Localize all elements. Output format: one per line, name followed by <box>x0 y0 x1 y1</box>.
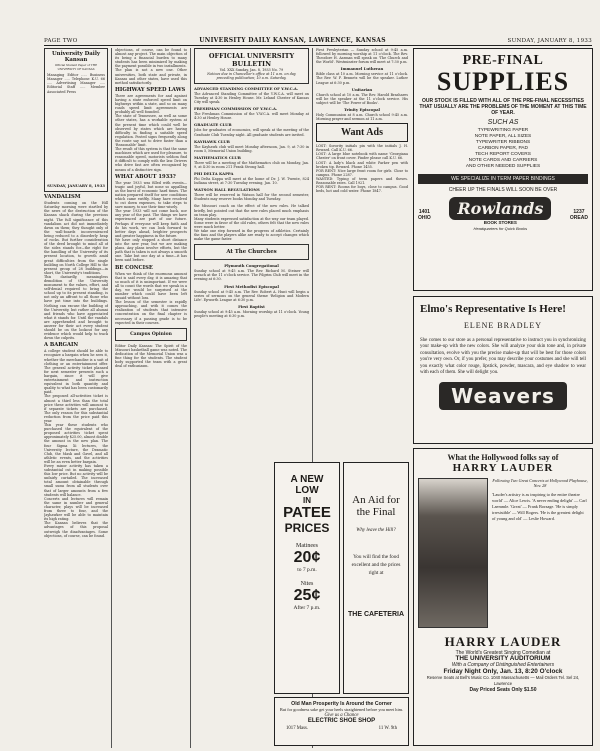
supply-item: NOTE CARDS AND CARRIERS <box>468 157 538 163</box>
patee-nites-time: After 7 p.m. <box>293 605 321 611</box>
editorial-paragraph: When we think of the enormous amount that is said every day, it is amazing that so much of it is unimportant. If we were all to count the words that we speak in a day, we would be surprised at the number which could have been left unsaid without loss. <box>115 271 187 301</box>
editorial-heading-bargain: A BARGAIN <box>44 342 79 349</box>
ad-weavers-headline: Elmo's Representative Is Here! <box>420 303 566 315</box>
editorial-paragraph: Concerts and lectures will remain the same in number and general character, plays will be increased from three to four, and the Jayhawker will be able to maintain its high rating. <box>44 496 108 522</box>
ad-lauder-sub: Following Two Great Concerts at Hollywood Playhouse, Nov. 28 <box>492 478 588 488</box>
editorial-paragraph: We have only stopped a short distance into the new year, but we are making plans. Any plans involve efforts, but the path that is taken is not always a smooth one. Take but one day at a time—it has been said before. <box>115 237 187 263</box>
editorial-paragraph: The result of this system is that the same machines which are used for pleasure, to reasonable speed, motorists seldom find it difficult to comply with the law. Drivers who drive fast are often recognized by means of a distinctive sign. <box>115 147 187 172</box>
store-address-left <box>418 209 431 221</box>
ad-lauder-body <box>418 478 588 628</box>
editorial-paragraph: This dastardly, meaningless demolition of the University monument to the values, effort, and self-denial required to bring the school up to its present standing, is not only an affront to all those who have put time into the buildings. Nothing can excuse the building of the University, but rather all alumni and friends who have appreciated what it stands for. Until the vandals are apprehended and brought to answer for their act every student should be on the lookout for any evidence which would help to track down the culprits. <box>44 274 108 341</box>
address-number: 1237 <box>573 208 585 215</box>
ad-harry-lauder <box>413 448 593 746</box>
editorial-paragraph: The state of Tennessee, as well as some other states, has a workable system at the present time which could well be observed by states which are having difficulty in finding a suitable speed regulation. Posted signs frequently along the route say not to drive faster than a 'Reasonable' limit. <box>115 114 187 147</box>
bulletin-title: OFFICIAL UNIVERSITY BULLETIN <box>208 52 295 68</box>
patee-line1: A NEW LOW <box>290 474 324 496</box>
bulletin-volume: Vol. XXX Sunday, Jan. 8, 1933 No. 79 <box>219 68 284 72</box>
nameplate: University Daily Kansan <box>51 51 101 63</box>
ad-lauder-headline: What the Hollywood folks say of <box>447 453 559 462</box>
column-rule <box>111 48 112 748</box>
cafeteria-name: THE CAFETERIA <box>348 611 404 618</box>
ad-lauder-quotes: 'Lauder's artistry is as inspiring to the entire theatre world' — Alice Lewis. 'A never ending delight' — Carl Laemmle. 'Great' — Frank Borzage. 'He is simply irresistible' — Will Rogers. 'He is the greatest delight of young and old' — Leslie Howard. <box>492 492 587 521</box>
notice-text: Jobs for graduates of economics, will speak at the meeting of the Graduate Club Tuesday night. All graduate students are invited. <box>194 128 309 137</box>
want-ads-column <box>316 48 408 506</box>
ad-supplies-footer <box>418 197 588 232</box>
letter-paragraph: Editor Daily Kansan: The Spirit of the Missouri basketball game was noted. The dedication of the Memorial Union was a fine thing for the students. The student body supported the team with a great deal of enthusiasm. <box>115 343 187 369</box>
ad-lauder-price: Day Priced Seats Only $1.50 <box>469 687 537 694</box>
church-heading: First Methodist Episcopal <box>224 283 279 289</box>
supply-item: TYPEWRITING PAPER <box>477 127 529 133</box>
church-text: First Presbyterian — Sunday school at 9:45 a.m. followed by morning worship at 11 o'clock. The Rev. Theodore H. Aszman will speak on 'The Church and the World'. Westminster forum will meet at 7:30 p.m. <box>316 48 408 65</box>
paper-title: UNIVERSITY DAILY KANSAN, LAWRENCE, KANSAS <box>199 37 386 44</box>
notice-heading: KAYHAWK CLUB <box>194 138 230 144</box>
ad-electric-shoe-shop <box>274 697 409 746</box>
ad-lauder-date: Friday Night Only, Jan. 13, 8:20 O'clock <box>443 667 563 675</box>
staff-listing: Managing Editor ..... Business Manager ..... Telephone K.U. 66 ..... Advertising Manager ..... Editorial Staff ..... Member Associated Press <box>47 73 105 94</box>
supply-item: TYPEWRITER RIBBONS <box>475 139 531 145</box>
editorial-column-2 <box>115 48 187 748</box>
column-rule <box>190 48 191 748</box>
notice-heading: FRESHMAN COMMISSION OF Y.W.C.A. <box>194 106 278 112</box>
patee-matinees-label: Matinees <box>296 543 318 549</box>
church-text: Sunday school at 9:45 a.m. The Rev. Richard M. Steiner will preach at the 11 o'clock service. The Pilgrim Club will meet in the evening at 6:30. <box>194 269 309 282</box>
patee-line3: PATEE <box>283 504 331 521</box>
editorial-paragraph: Students coming on the Hill Saturday morning were startled by the news of the destruction of the Kansan shack during the previous night. The full significance of this vandalism act did not immediately dawn on them; they thought only of the wall-boards inconvenienced being reduced to a disorderly heap of rocks. But further consideration of the deed brought to mind all of the sides stands for—the right for the handling of the University of its present location, to growth amid great difficulties from the single building on North College Hill to the present group of 28 buildings—in short, the University's traditions. <box>44 201 108 275</box>
staff-date: SUNDAY, JANUARY 8, 1933 <box>47 183 105 189</box>
supply-item: NOTE PAPER, ALL SIZES <box>474 133 532 139</box>
want-ad: LOST: A large blue notebook with name 'Georgiana Chester' on front cover. Finder please call K.U. 66. <box>316 152 408 161</box>
ad-lauder-name: HARRY LAUDER <box>452 462 554 474</box>
editorial-paragraph: objections, of course, can be found to almost any project. The main objection of its being a financial burden to many students has been minimized by making the payment possible in two installments. <box>115 48 187 69</box>
supply-item: TECH REPORT COVERS <box>475 151 531 157</box>
want-ad: FOR RENT: Nice large front room for girls. Close to campus. Phone 2287. <box>316 168 408 177</box>
address-street: OREAD <box>569 214 588 221</box>
electric-sub: But for goodness sake get your heels straightened before you meet him. <box>279 707 404 712</box>
address-number: 1401 <box>418 208 430 215</box>
editorial-heading-highway: HIGHWAY SPEED LAWS <box>115 86 186 93</box>
notice-text: The Freshman Commission of the Y.W.C.A. will meet Monday at 4:30 at Henley House. <box>194 112 309 121</box>
notice-text: Phi Delta Kappa will meet at the home of Dr. J. W. Twente, 824 Indiana street, at 7:30 Tuesday evening, Jan. 10. <box>194 177 309 186</box>
staff-box <box>44 48 108 192</box>
patee-matinees-price: 20¢ <box>293 549 321 566</box>
church-heading: First Baptist <box>238 303 265 309</box>
page-number: PAGE TWO <box>44 37 78 44</box>
cafeteria-body: You will find the food excellent and the prices right at <box>351 554 401 576</box>
want-ad: FOR RENT: Rooms for boys, close to campus. Good beds, hot and cold water. Phone 1847. <box>316 185 408 194</box>
ad-weavers-name: ELENE BRADLEY <box>463 321 543 330</box>
electric-headline: Old Man Prosperity Is Around the Corner <box>291 701 392 707</box>
cafeteria-line2: the Final <box>356 506 396 518</box>
supply-item: CARBON PAPER, PAD <box>478 145 528 151</box>
masthead <box>44 36 592 46</box>
ad-lauder-tickets: Reserve Seats at Bell's Music Co. 1040 Massachusetts — Mail Orders Tel. Sel 24, Lawrence <box>426 674 580 687</box>
editorial-paragraph: The year 1933 was filled with events—tragic and joyful, but none so appalling as the burst of economic hard times. The nation prepared itself for new conditions which came swiftly. Many have resolved to cut down expenses, to take steps to save money, to use their time wisely. <box>115 180 187 210</box>
church-text: Sunday school at 9:45 a.m. Morning worship at 11 o'clock. Young people's meeting at 6:30 p.m. <box>194 309 309 318</box>
church-text: Church school at 10 a.m. The Rev. Harold Brashares will be the speaker at the 11 o'clock service. His subject will be 'The Power of Books'. <box>316 92 408 105</box>
church-heading: Immanuel Lutheran <box>340 66 384 72</box>
want-ad: WANTED: Typing of term papers and theses. Reasonable rates. Call 1921. <box>316 176 408 185</box>
electric-addresses <box>278 726 405 731</box>
want-ad: LOST: Sorority initials pin with the initials J. H. Reward. Call K.U. 66. <box>316 144 408 153</box>
electric-line: Give us a Chance <box>324 713 359 718</box>
ad-cafeteria <box>343 462 409 694</box>
weavers-logo-text: Weavers <box>439 382 567 410</box>
supply-item: AND OTHER NEEDED SUPPLIES <box>465 163 541 169</box>
notice-text: There will be a meeting of the Mathematics club on Monday, Jan. 9, at 4:30 in room 211 Frank Strong hall. <box>194 160 309 169</box>
editorial-paragraph: The Kansan believes that the advantages of this proposal outweigh the disadvantages. Some objections, of course, can be found. <box>44 521 108 538</box>
church-heading: Plymouth Congregational <box>224 263 279 269</box>
ad-supplies-title2: SUPPLIES <box>436 67 570 96</box>
church-text: Bible class at 10 a.m. Morning service at 11 o'clock. The Rev. W. F. Bennetz will be the speaker. Luther League at 6:30 p.m. <box>316 72 408 85</box>
notice-heading: PHI DELTA KAPPA <box>194 171 234 177</box>
editorial-paragraph: Every minor activity has taken a substantial cut in making possible this low price. But no activity will be unfairly curtailed. The increased total amount obtainable through small sums from all students over that of larger amounts from a few students will balance. <box>44 464 108 497</box>
editorial-paragraph: The year 1933 will not come back, nor any year of the past. The things we have experienced are part of our future. Perhaps if everyone will keep faith and do his work, we can look forward to better days ahead, brighter prospects and greater happiness in the future. <box>115 209 187 238</box>
cafeteria-line1: An Aid for <box>352 494 400 506</box>
ad-lauder-venue: THE UNIVERSITY AUDITORIUM <box>455 655 551 663</box>
editorial-paragraph: A college student should be able to recognize a bargain when he sees it, whether the merchandise is a suit of clothing or an entertainment offer. The general activity ticket planned for next semester presents such a bargain, since it will give entertainment and instruction equivalent in both quantity and quality to what has been customarily paid. <box>44 349 108 395</box>
address-street: OHIO <box>418 214 431 221</box>
electric-addr-right: 11 W. 9th <box>378 726 397 731</box>
cafeteria-sub: Why leave the Hill? <box>356 528 396 533</box>
notice-heading: GRADUATE CLUB <box>194 122 232 128</box>
news-paragraph: the Missouri coach on the effect of the new rules. He talked briefly, but pointed out that the new rules placed much emphasis on team play. <box>194 204 309 217</box>
editorial-column <box>44 48 108 748</box>
churches-header: At The Churches <box>194 244 309 260</box>
ad-patee-prices <box>274 462 340 694</box>
electric-name: ELECTRIC SHOE SHOP <box>307 718 376 724</box>
ad-lauder-name2: HARRY LAUDER <box>444 634 562 649</box>
bulletin-note: Notices due in Chancellor's office at 11 a.m. on day preceding publication; 10 a.m. Saturday. <box>207 72 296 80</box>
church-text: Sunday school at 9:45 a.m. The Rev. Robert A. Hunt will begin a series of sermons on the general theme 'Religion and Modern Life'. Epworth League at 6:30 p.m. <box>194 289 309 302</box>
notice-heading: MATHEMATICS CLUB <box>194 154 241 160</box>
editorial-paragraph: The plan is not a new one. Other universities, both state and private, in Kansas and other states, have used this method satisfactorily. <box>115 68 187 85</box>
editorial-heading-concise: BE CONCISE <box>115 264 153 271</box>
want-ads-header: Want Ads <box>316 123 408 142</box>
notice-heading: WATSON HALL REGULATIONS <box>194 187 260 193</box>
church-heading: Unitarian <box>351 86 373 92</box>
issue-date: SUNDAY, JANUARY 8, 1933 <box>507 37 592 44</box>
ad-lauder-company: With a Company of Distinguished Entertainers <box>451 662 555 669</box>
ad-rowlands-supplies <box>413 48 593 291</box>
nameplate-subtitle: Official Student Paper of THE UNIVERSITY OF KANSAS <box>54 63 98 72</box>
ad-supplies-title1: PRE-FINAL <box>462 53 544 68</box>
ad-lauder-line: The World's Greatest Singing Comedian at <box>455 650 551 656</box>
editorial-heading-vandalism: VANDALISM <box>44 194 81 201</box>
bulletin-header <box>194 48 309 84</box>
editorial-paragraph: The lesson of the semester is rapidly approaching, and with it comes the realization of students that intensive concentration on the final chapter is necessary if a passing grade is to be expected in their courses. <box>115 300 187 325</box>
notice-text: The Kayhawk club will meet Monday afternoon, Jan. 9, at 7:30 in room 5, Memorial Union building. <box>194 144 309 153</box>
ad-supplies-bar: WE SPECIALIZE IN TERM PAPER BINDINGS <box>418 174 588 184</box>
ad-supplies-such-as: SUCH AS <box>487 118 519 126</box>
rowlands-logo <box>449 197 551 232</box>
patee-nites-label: Nites <box>300 581 314 587</box>
editorial-heading-1933: WHAT ABOUT 1933? <box>115 173 176 180</box>
church-heading: Trinity Episcopal <box>343 106 380 112</box>
weavers-logo <box>420 382 586 410</box>
news-paragraph: Many students expressed satisfaction at the way our team played. Some were in favor of the old rules, others felt that the new rules were much better. <box>194 216 309 229</box>
editorial-paragraph: The proposed all-activities ticket is almost a third less than the total price these activities will amount to if separate tickets are purchased. The only reason for this substantial reduction from the price paid this year. <box>44 394 108 423</box>
editorial-paragraph: There are agreements for and against having a state enforced speed limit on highways within a state, and so on many roads speed limit agreements are probably all well founded. <box>115 93 187 115</box>
notice-heading: ADVANCED STANDING COMMITTEE OF Y.W.C.A. <box>194 86 299 91</box>
patee-line4: PRICES <box>284 521 330 535</box>
rowlands-logo-text: Rowlands <box>449 197 551 220</box>
patee-line2: IN <box>303 496 311 505</box>
ad-supplies-cheer: CHEER UP THE FINALS WILL SOON BE OVER <box>448 186 558 193</box>
harry-lauder-photo <box>418 478 488 628</box>
rowlands-logo-sub: BOOK STORES <box>483 220 517 226</box>
campus-opinion-header: Campus Opinion <box>115 328 187 341</box>
editorial-paragraph: This year these students who purchased the equivalent of the proposed activities ticket spent approximately $25.00, almost double the amount in the new plan. The four Sigma Xi lectures, the University lecture, the Dramatic Club, the Mask and Gavel, and all athletic events, and the activities will be an even better bargain. <box>44 423 108 464</box>
notice-text: There will be reserved in Watson hall for the second semester, Students may reserve books Monday and Tuesday. <box>194 193 309 202</box>
want-ad: LOST: A lady's black and white Parker pen with broken tip. Reward. Phone 1455. <box>316 160 408 169</box>
ad-weavers <box>413 296 593 444</box>
electric-addr-left: 1017 Mass. <box>286 726 309 731</box>
ad-weavers-body: She comes to our store as a personal representative to instruct you in synchronizing your make-up with the new colors. She will analyze your skin tone and, in private consultation, evolve with you the precise make-up that will be best for those colors you're very own. Or, if you prefer, you may describe your costumes and she will tell you exactly what color rouge, lipstick, powder, mascara, and eye shadow to wear with each of them. She will delight you. <box>420 338 586 376</box>
patee-nites-price: 25¢ <box>293 587 321 604</box>
ad-supplies-body: OUR STOCK IS FILLED WITH ALL OF THE PRE-FINAL NECESSITIES THAT USUALLY ARE THE PROBLEMS OF THE MOMENT AT THIS TIME OF YEAR. <box>419 98 587 117</box>
rowlands-logo-tag: Headquarters for Quick Books <box>473 226 528 232</box>
notice-text: The Advanced Standing Committee of the Y.W.C.A. will meet on Tuesday at 4:30 in Henley House. Mr. Leland Chester of Kansas City will speak. <box>194 92 309 105</box>
store-address-right <box>570 209 588 221</box>
church-text: Holy Communion at 8 a.m. Church school 9:45 a.m. Morning prayer and sermon at 11 a.m. <box>316 112 408 122</box>
patee-matinees-time: to 7 p.m. <box>297 567 317 573</box>
news-paragraph: We take one step forward in the progress of athletics. Certainly the fans and the players alike are ready to accept changes which make the game faster. <box>194 228 309 242</box>
ad-supplies-items <box>418 128 588 170</box>
